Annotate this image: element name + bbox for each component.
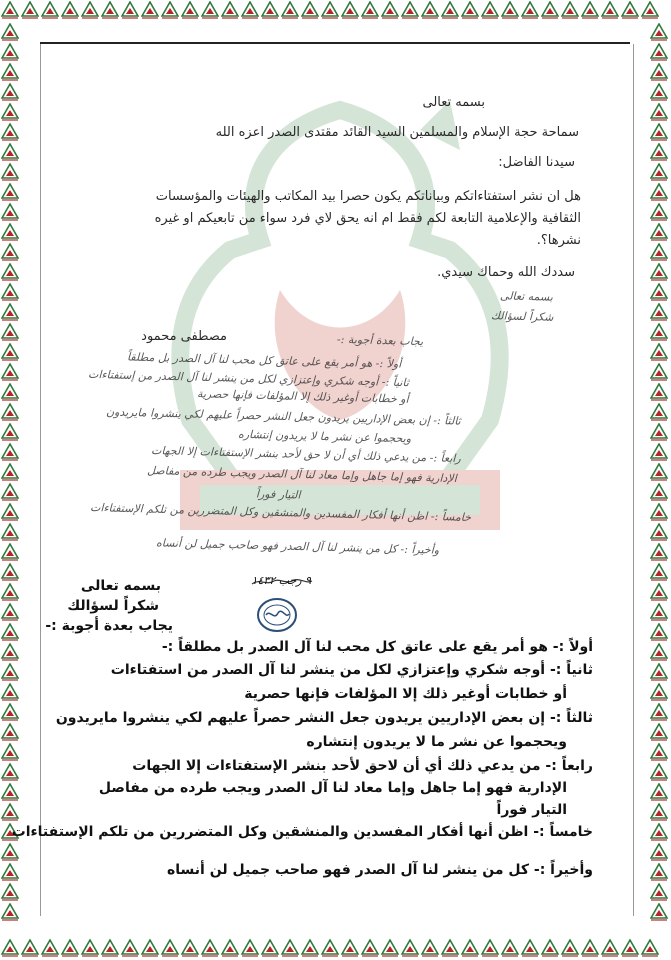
border-ornament-icon (649, 722, 669, 742)
border-ornament-icon (0, 522, 20, 542)
border-ornament-icon (649, 462, 669, 482)
border-ornament-icon (649, 522, 669, 542)
border-ornament-icon (0, 142, 20, 162)
border-ornament-icon (0, 562, 20, 582)
letter-question-line-1: هل ان نشر استفتاءاتكم وبياناتكم يكون حصرا بيد المكاتب والهيئات والمؤسسات (155, 189, 581, 204)
border-ornament-icon (649, 882, 669, 902)
border-ornament-icon (0, 62, 20, 82)
handwritten-line: يجاب بعدة أجوبة :- (336, 332, 424, 349)
border-ornament-icon (649, 862, 669, 882)
border-ornament-icon (0, 122, 20, 142)
transcript-fourth-c: التيار فوراً (496, 802, 567, 818)
border-ornament-icon (649, 162, 669, 182)
border-ornament-icon (0, 262, 20, 282)
border-ornament-icon (620, 938, 640, 958)
border-ornament-icon (400, 938, 420, 958)
border-ornament-icon (340, 938, 360, 958)
transcript-fourth-b: الإدارية فهو إما جاهل وإما معاد لنا آل الصدر ويجب طرده من مفاصل (98, 780, 567, 796)
border-ornament-icon (649, 682, 669, 702)
decorative-border-left (0, 22, 22, 938)
border-ornament-icon (0, 462, 20, 482)
border-ornament-icon (0, 82, 20, 102)
handwritten-line: بسمه تعالى (499, 289, 554, 304)
border-ornament-icon (649, 662, 669, 682)
border-ornament-icon (260, 938, 280, 958)
border-ornament-icon (0, 502, 20, 522)
border-ornament-icon (360, 938, 380, 958)
border-ornament-icon (649, 642, 669, 662)
border-ornament-icon (0, 702, 20, 722)
border-ornament-icon (600, 0, 620, 20)
border-ornament-icon (0, 222, 20, 242)
border-ornament-icon (140, 0, 160, 20)
border-ornament-icon (40, 0, 60, 20)
border-ornament-icon (440, 0, 460, 20)
border-ornament-icon (280, 0, 300, 20)
border-ornament-icon (0, 202, 20, 222)
transcript-second-a: ثانياً :- أوجه شكري وإعتزازي لكل من ينشر لنا آل الصدر من استفتاءات (110, 662, 593, 678)
border-ornament-icon (560, 938, 580, 958)
border-ornament-icon (600, 938, 620, 958)
border-ornament-icon (0, 802, 20, 822)
border-ornament-icon (649, 102, 669, 122)
border-ornament-icon (360, 0, 380, 20)
border-ornament-icon (120, 0, 140, 20)
border-ornament-icon (240, 938, 260, 958)
border-ornament-icon (20, 0, 40, 20)
transcript-third-b: ويحجموا عن نشر ما لا يريدون إنتشاره (306, 734, 567, 750)
border-ornament-icon (200, 0, 220, 20)
border-ornament-icon (649, 302, 669, 322)
border-ornament-icon (0, 182, 20, 202)
border-ornament-icon (649, 442, 669, 462)
border-ornament-icon (0, 642, 20, 662)
border-ornament-icon (40, 938, 60, 958)
transcript-intro: يجاب بعدة أجوبة :- (45, 618, 173, 634)
border-ornament-icon (220, 0, 240, 20)
border-ornament-icon (180, 938, 200, 958)
border-ornament-icon (0, 0, 20, 20)
handwritten-line: ثانياً :- أوجه شكري وإعتزازي لكل من ينشر لنا آل الصدر من إستفتاءات (87, 367, 410, 390)
border-ornament-icon (0, 582, 20, 602)
border-ornament-icon (649, 562, 669, 582)
border-ornament-icon (649, 262, 669, 282)
border-ornament-icon (649, 242, 669, 262)
border-ornament-icon (649, 82, 669, 102)
border-ornament-icon (649, 502, 669, 522)
letter-closing: سددك الله وحماك سيدي. (437, 265, 575, 280)
border-ornament-icon (160, 938, 180, 958)
border-ornament-icon (0, 902, 20, 922)
border-ornament-icon (340, 0, 360, 20)
border-ornament-icon (220, 938, 240, 958)
border-ornament-icon (0, 442, 20, 462)
border-ornament-icon (649, 182, 669, 202)
border-ornament-icon (80, 0, 100, 20)
border-ornament-icon (649, 202, 669, 222)
border-ornament-icon (0, 862, 20, 882)
border-ornament-icon (80, 938, 100, 958)
transcript-fifth: خامساً :- اظن أنها أفكار المفسدين والمنشقين وكل المتضررين من تلكم الإستفتاءات (11, 824, 593, 840)
border-ornament-icon (480, 938, 500, 958)
border-ornament-icon (160, 0, 180, 20)
border-ornament-icon (540, 0, 560, 20)
border-ornament-icon (649, 402, 669, 422)
border-ornament-icon (0, 382, 20, 402)
border-ornament-icon (640, 938, 660, 958)
border-ornament-icon (520, 0, 540, 20)
border-ornament-icon (649, 382, 669, 402)
letter-addressee: سماحة حجة الإسلام والمسلمين السيد القائد مقتدى الصدر اعزه الله (215, 125, 579, 140)
border-ornament-icon (560, 0, 580, 20)
border-ornament-icon (649, 342, 669, 362)
border-ornament-icon (300, 0, 320, 20)
border-ornament-icon (649, 542, 669, 562)
border-ornament-icon (520, 938, 540, 958)
border-ornament-icon (380, 938, 400, 958)
transcript-thanks: شكراً لسؤالك (67, 598, 159, 614)
handwritten-line: خامساً :- اظن أنها أفكار المفسدين والمنشقين وكل المتضررين من تلكم الإستفتاءات (89, 501, 472, 524)
border-ornament-icon (500, 0, 520, 20)
border-ornament-icon (649, 422, 669, 442)
transcript-first: أولاً :- هو أمر يقع على عاتق كل محب لنا آل الصدر بل مطلقاً :- (161, 639, 593, 655)
border-ornament-icon (0, 362, 20, 382)
border-ornament-icon (240, 0, 260, 20)
border-ornament-icon (649, 802, 669, 822)
border-ornament-icon (649, 482, 669, 502)
border-ornament-icon (320, 938, 340, 958)
border-ornament-icon (0, 938, 20, 958)
border-ornament-icon (640, 0, 660, 20)
border-ornament-icon (649, 742, 669, 762)
border-ornament-icon (0, 662, 20, 682)
border-ornament-icon (0, 102, 20, 122)
border-ornament-icon (649, 762, 669, 782)
border-ornament-icon (500, 938, 520, 958)
handwritten-line: ويحجموا عن نشر ما لا يريدون إنتشاره (237, 427, 412, 446)
border-ornament-icon (260, 0, 280, 20)
border-ornament-icon (460, 938, 480, 958)
border-ornament-icon (0, 422, 20, 442)
transcript-second-b: أو خطابات أوغير ذلك إلا المؤلفات فإنها حصرية (244, 686, 567, 702)
handwritten-line: ثالثاً :- إن بعض الإداريين يريدون جعل النشر حصراً عليهم لكي ينشروا مايريدون (106, 405, 462, 428)
border-ornament-icon (0, 722, 20, 742)
handwritten-line: أو خطابات أوغير ذلك إلا المؤلفات فإنها حصرية (197, 387, 410, 406)
border-ornament-icon (649, 142, 669, 162)
border-ornament-icon (649, 622, 669, 642)
border-ornament-icon (60, 0, 80, 20)
border-ornament-icon (140, 938, 160, 958)
border-ornament-icon (120, 938, 140, 958)
transcript-basmala: بسمه تعالى (80, 578, 161, 594)
border-ornament-icon (460, 0, 480, 20)
border-ornament-icon (480, 0, 500, 20)
border-ornament-icon (580, 938, 600, 958)
letter-basmala: بسمه تعالى (422, 95, 485, 110)
border-ornament-icon (280, 938, 300, 958)
border-ornament-icon (0, 242, 20, 262)
transcript-date: ٩ رجب ١٤٣٢ (251, 574, 311, 587)
border-ornament-icon (649, 822, 669, 842)
border-ornament-icon (0, 742, 20, 762)
border-ornament-icon (649, 902, 669, 922)
decorative-border-right (649, 22, 671, 938)
border-ornament-icon (400, 0, 420, 20)
border-ornament-icon (649, 282, 669, 302)
border-ornament-icon (0, 322, 20, 342)
transcript-fourth-a: رابعاً :- من يدعي ذلك أي أن لاحق لأحد بنشر الإستفتاءات إلا الجهات (132, 758, 593, 774)
border-ornament-icon (580, 0, 600, 20)
letter-question-line-3: نشرها؟. (536, 233, 581, 248)
border-ornament-icon (620, 0, 640, 20)
border-ornament-icon (649, 122, 669, 142)
letter-salutation: سيدنا الفاضل: (498, 155, 575, 170)
decorative-border-bottom (0, 938, 671, 960)
border-ornament-icon (420, 938, 440, 958)
handwritten-line: شكراً لسؤالك (490, 309, 554, 324)
border-ornament-icon (0, 282, 20, 302)
border-ornament-icon (540, 938, 560, 958)
transcript-third-a: ثالثاً :- إن بعض الإداريين يريدون جعل النشر حصراً عليهم لكي ينشروا مايريدون (55, 710, 593, 726)
border-ornament-icon (649, 22, 669, 42)
handwritten-line: التيار فوراً (256, 487, 302, 502)
border-ornament-icon (380, 0, 400, 20)
border-ornament-icon (649, 222, 669, 242)
border-ornament-icon (0, 42, 20, 62)
handwritten-line: رابعاً :- من يدعي ذلك أي أن لا حق لأحد بنشر الإستفتاءات إلا الجهات (151, 443, 462, 466)
decorative-border-top (0, 0, 671, 22)
border-ornament-icon (649, 602, 669, 622)
seal-stamp-icon (256, 597, 298, 633)
handwritten-line: وأخيراً :- كل من ينشر لنا آل الصدر فهو صاحب جميل لن أنساه (155, 536, 440, 557)
border-ornament-icon (0, 162, 20, 182)
transcript-finally: وأخيراً :- كل من ينشر لنا آل الصدر فهو صاحب جميل لن أنساه (167, 862, 593, 878)
border-ornament-icon (0, 782, 20, 802)
letter-sender: مصطفى محمود (141, 329, 227, 344)
border-ornament-icon (0, 882, 20, 902)
border-ornament-icon (0, 762, 20, 782)
border-ornament-icon (20, 938, 40, 958)
border-ornament-icon (320, 0, 340, 20)
border-ornament-icon (0, 682, 20, 702)
border-ornament-icon (0, 402, 20, 422)
border-ornament-icon (649, 842, 669, 862)
border-ornament-icon (180, 0, 200, 20)
border-ornament-icon (100, 938, 120, 958)
border-ornament-icon (649, 62, 669, 82)
border-ornament-icon (0, 302, 20, 322)
border-ornament-icon (649, 42, 669, 62)
border-ornament-icon (0, 342, 20, 362)
handwritten-line: الإدارية فهو إما جاهل وإما معاد لنا آل الصدر ويجب طرده من مفاصل (147, 463, 458, 486)
handwritten-line: أولاً :- هو أمر يقع على عاتق كل محب لنا آل الصدر بل مطلقاً (126, 350, 402, 371)
border-ornament-icon (649, 782, 669, 802)
border-ornament-icon (649, 582, 669, 602)
border-ornament-icon (0, 482, 20, 502)
border-ornament-icon (0, 842, 20, 862)
border-ornament-icon (649, 362, 669, 382)
letter-question-line-2: الثقافية والإعلامية التابعة لكم فقط ام انه يحق لاي فرد سواء من تابعيكم او غيره (154, 211, 581, 226)
border-ornament-icon (60, 938, 80, 958)
border-ornament-icon (300, 938, 320, 958)
border-ornament-icon (420, 0, 440, 20)
border-ornament-icon (0, 602, 20, 622)
border-ornament-icon (100, 0, 120, 20)
border-ornament-icon (200, 938, 220, 958)
border-ornament-icon (0, 622, 20, 642)
border-ornament-icon (0, 22, 20, 42)
border-ornament-icon (0, 542, 20, 562)
border-ornament-icon (649, 322, 669, 342)
border-ornament-icon (649, 702, 669, 722)
border-ornament-icon (440, 938, 460, 958)
